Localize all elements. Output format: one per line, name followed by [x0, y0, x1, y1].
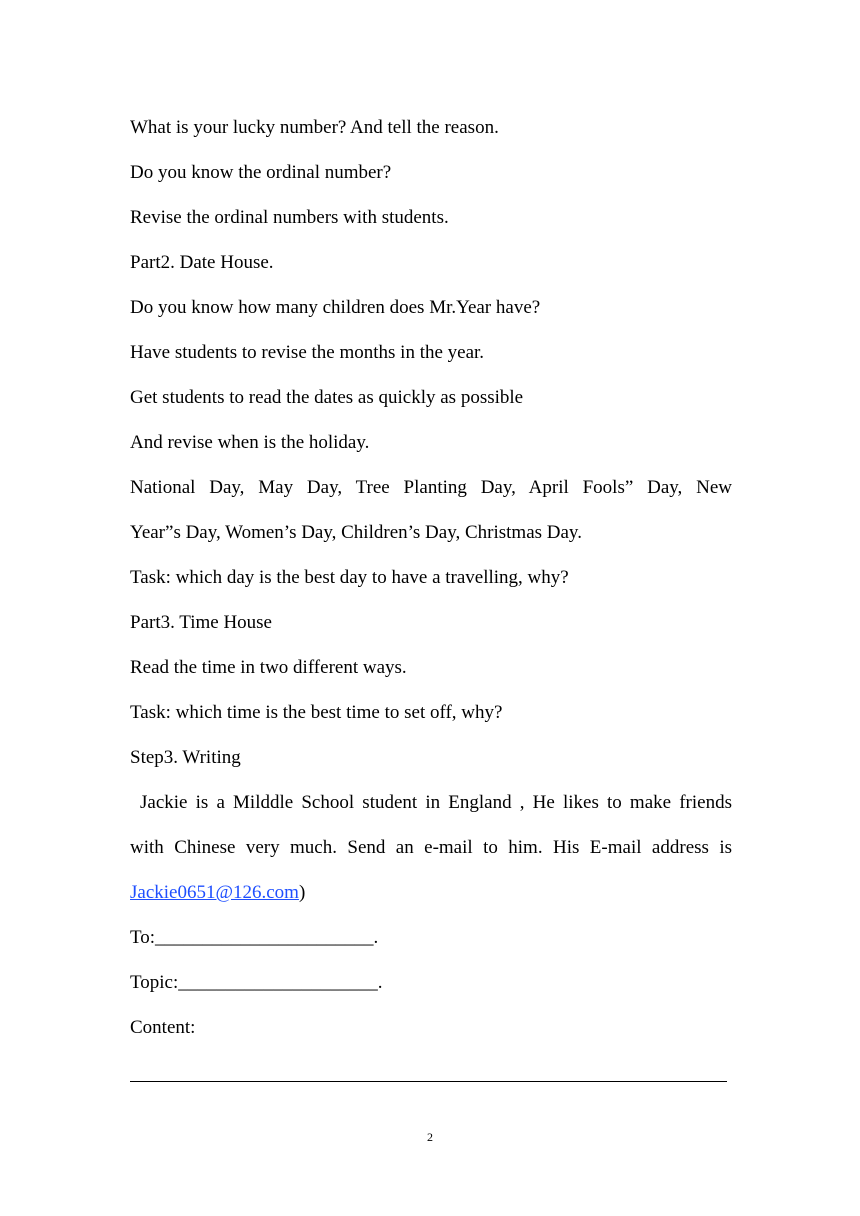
to-field-line: To:_______________________. [130, 927, 379, 948]
text-line: Get students to read the dates as quickly as possible [130, 387, 524, 408]
task-line: Task: which day is the best day to have a travelling, why? [130, 567, 569, 588]
text-line: And revise when is the holiday. [130, 432, 370, 453]
content-label: Content: [130, 1017, 196, 1038]
text-line: Read the time in two different ways. [130, 657, 407, 678]
page-number: 2 [427, 1130, 433, 1144]
task-line: Task: which time is the best time to set off, why? [130, 702, 503, 723]
text-line: What is your lucky number? And tell the reason. [130, 117, 499, 138]
email-link[interactable]: Jackie0651@126.com [130, 882, 299, 903]
content-answer-rule [130, 1081, 727, 1082]
text-line: Year”s Day, Women’s Day, Children’s Day, Christmas Day. [130, 522, 582, 543]
section-heading: Part3. Time House [130, 612, 272, 633]
section-heading: Step3. Writing [130, 747, 241, 768]
writing-prompt-line: Jackie is a Milddle School student in England , He likes to make friends [140, 792, 732, 813]
topic-field-line: Topic:_____________________. [130, 972, 383, 993]
text-line: National Day, May Day, Tree Planting Day, April Fools” Day, New [130, 477, 732, 498]
email-line [130, 881, 732, 905]
text-line: Have students to revise the months in the year. [130, 342, 485, 363]
text-line: Revise the ordinal numbers with students. [130, 207, 449, 228]
section-heading: Part2. Date House. [130, 252, 274, 273]
writing-prompt-line: with Chinese very much. Send an e-mail to him. His E-mail address is [130, 837, 732, 858]
text-line: Do you know the ordinal number? [130, 162, 392, 183]
text-line: Do you know how many children does Mr.Year have? [130, 297, 541, 318]
email-suffix: ) [298, 882, 306, 903]
